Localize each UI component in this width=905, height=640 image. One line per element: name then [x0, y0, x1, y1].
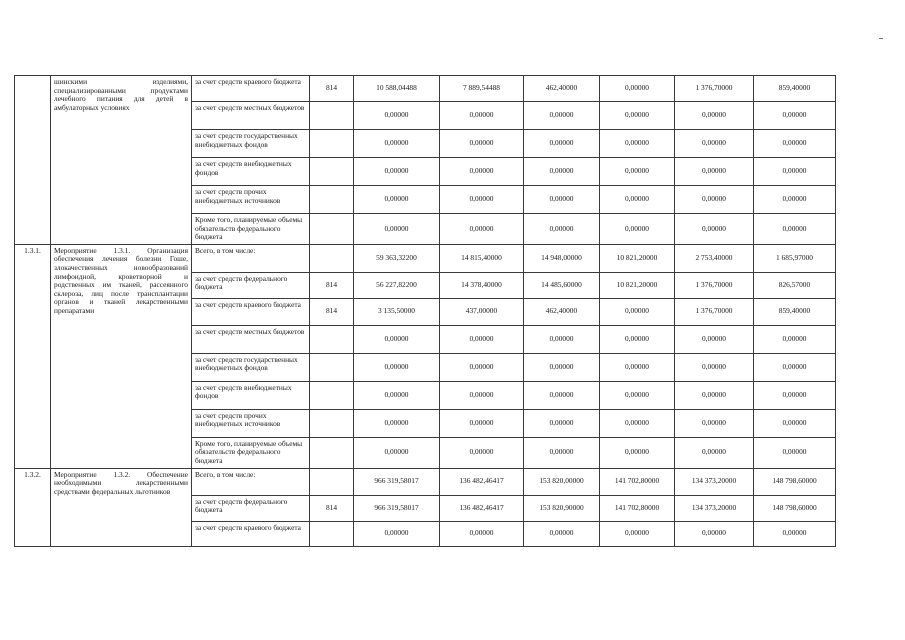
amount-year-1: 0,00000 [440, 186, 524, 214]
amount-year-5: 826,57000 [754, 272, 836, 298]
amount-year-1: 437,00000 [440, 298, 524, 325]
amount-year-3: 0,00000 [600, 158, 675, 186]
amount-year-3: 0,00000 [600, 214, 675, 245]
amount-year-5: 0,00000 [754, 186, 836, 214]
amount-year-1: 0,00000 [440, 130, 524, 158]
amount-year-2: 0,00000 [524, 214, 600, 245]
funding-source: за счет средств местных бюджетов [192, 102, 310, 130]
amount-year-5: 1 685,97000 [754, 244, 836, 272]
amount-year-2: 0,00000 [524, 325, 600, 353]
amount-year-2: 14 485,60000 [524, 272, 600, 298]
amount-year-5: 0,00000 [754, 409, 836, 437]
department-code [310, 186, 354, 214]
amount-year-2: 0,00000 [524, 437, 600, 468]
amount-year-4: 0,00000 [675, 353, 754, 381]
amount-year-1: 14 378,40000 [440, 272, 524, 298]
amount-year-2: 0,00000 [524, 102, 600, 130]
amount-year-3: 0,00000 [600, 325, 675, 353]
amount-year-4: 0,00000 [675, 158, 754, 186]
amount-year-3: 10 821,20000 [600, 244, 675, 272]
department-code: 814 [310, 298, 354, 325]
amount-year-1: 0,00000 [440, 353, 524, 381]
table-row [15, 468, 836, 495]
funding-source: за счет средств прочих внебюджетных источников [192, 186, 310, 214]
department-code: 814 [310, 272, 354, 298]
amount-total: 10 588,04488 [354, 76, 440, 102]
funding-source: Кроме того, планируемые объемы обязательств федерального бюджета [192, 437, 310, 468]
department-code: 814 [310, 495, 354, 521]
funding-source: за счет средств краевого бюджета [192, 76, 310, 102]
amount-year-2: 0,00000 [524, 409, 600, 437]
scan-mark [879, 38, 883, 39]
amount-year-3: 0,00000 [600, 186, 675, 214]
amount-year-2: 0,00000 [524, 381, 600, 409]
budget-table-body [15, 76, 836, 547]
amount-year-2: 0,00000 [524, 130, 600, 158]
amount-year-5: 0,00000 [754, 381, 836, 409]
table-row [15, 76, 836, 102]
amount-total: 59 363,32200 [354, 244, 440, 272]
amount-year-1: 0,00000 [440, 381, 524, 409]
department-code [310, 214, 354, 245]
item-number: 1.3.1. [15, 244, 51, 468]
amount-year-4: 1 376,70000 [675, 76, 754, 102]
department-code [310, 468, 354, 495]
amount-total: 0,00000 [354, 521, 440, 546]
amount-total: 0,00000 [354, 102, 440, 130]
amount-year-4: 2 753,40000 [675, 244, 754, 272]
amount-year-2: 462,40000 [524, 298, 600, 325]
department-code [310, 521, 354, 546]
amount-year-3: 0,00000 [600, 130, 675, 158]
amount-year-5: 859,40000 [754, 76, 836, 102]
amount-year-5: 0,00000 [754, 437, 836, 468]
amount-year-4: 0,00000 [675, 325, 754, 353]
funding-source: Всего, в том числе: [192, 468, 310, 495]
measure-description: Мероприятие 1.3.2. Обеспечение необходимыми лекарственными средствами федеральных льготников [51, 468, 192, 546]
department-code [310, 381, 354, 409]
amount-year-2: 0,00000 [524, 353, 600, 381]
department-code [310, 130, 354, 158]
amount-year-3: 141 702,80000 [600, 468, 675, 495]
amount-total: 3 135,50000 [354, 298, 440, 325]
funding-source: за счет средств краевого бюджета [192, 521, 310, 546]
amount-year-2: 0,00000 [524, 521, 600, 546]
amount-year-2: 153 820,00000 [524, 468, 600, 495]
item-number [15, 76, 51, 245]
amount-year-5: 0,00000 [754, 130, 836, 158]
department-code [310, 102, 354, 130]
department-code: 814 [310, 76, 354, 102]
amount-year-1: 7 889,54488 [440, 76, 524, 102]
amount-year-4: 0,00000 [675, 409, 754, 437]
funding-source: Кроме того, планируемые объемы обязательств федерального бюджета [192, 214, 310, 245]
amount-year-1: 0,00000 [440, 214, 524, 245]
amount-total: 0,00000 [354, 130, 440, 158]
department-code [310, 158, 354, 186]
amount-year-3: 0,00000 [600, 437, 675, 468]
amount-total: 0,00000 [354, 353, 440, 381]
amount-year-5: 148 798,60000 [754, 495, 836, 521]
amount-year-5: 0,00000 [754, 102, 836, 130]
funding-source: за счет средств федерального бюджета [192, 272, 310, 298]
amount-year-2: 0,00000 [524, 158, 600, 186]
amount-year-2: 0,00000 [524, 186, 600, 214]
amount-total: 966 319,58017 [354, 468, 440, 495]
amount-year-3: 0,00000 [600, 102, 675, 130]
department-code [310, 409, 354, 437]
department-code [310, 353, 354, 381]
funding-source: за счет средств прочих внебюджетных источников [192, 409, 310, 437]
amount-year-4: 0,00000 [675, 130, 754, 158]
amount-year-4: 1 376,70000 [675, 272, 754, 298]
amount-year-3: 0,00000 [600, 298, 675, 325]
funding-source: за счет средств государственных внебюджетных фондов [192, 353, 310, 381]
amount-total: 0,00000 [354, 437, 440, 468]
amount-year-5: 0,00000 [754, 521, 836, 546]
amount-year-3: 0,00000 [600, 76, 675, 102]
amount-year-1: 0,00000 [440, 102, 524, 130]
funding-source: за счет средств внебюджетных фондов [192, 381, 310, 409]
amount-year-5: 0,00000 [754, 158, 836, 186]
amount-year-1: 14 815,40000 [440, 244, 524, 272]
amount-year-1: 0,00000 [440, 158, 524, 186]
item-number: 1.3.2. [15, 468, 51, 546]
amount-total: 0,00000 [354, 409, 440, 437]
amount-year-4: 0,00000 [675, 521, 754, 546]
amount-year-4: 134 373,20000 [675, 468, 754, 495]
amount-year-5: 859,40000 [754, 298, 836, 325]
department-code [310, 325, 354, 353]
amount-year-4: 1 376,70000 [675, 298, 754, 325]
amount-year-4: 0,00000 [675, 102, 754, 130]
funding-source: за счет средств внебюджетных фондов [192, 158, 310, 186]
amount-year-3: 0,00000 [600, 381, 675, 409]
amount-year-2: 153 820,90000 [524, 495, 600, 521]
amount-year-1: 0,00000 [440, 437, 524, 468]
amount-year-1: 0,00000 [440, 325, 524, 353]
department-code [310, 437, 354, 468]
amount-total: 0,00000 [354, 214, 440, 245]
funding-source: Всего, в том числе: [192, 244, 310, 272]
funding-source: за счет средств краевого бюджета [192, 298, 310, 325]
funding-source: за счет средств местных бюджетов [192, 325, 310, 353]
table-row [15, 244, 836, 272]
amount-total: 56 227,82200 [354, 272, 440, 298]
amount-year-4: 0,00000 [675, 214, 754, 245]
amount-year-4: 0,00000 [675, 381, 754, 409]
measure-description: шинскими изделиями, специализированными продуктами лечебного питания для детей в амбулаторных условиях [51, 76, 192, 245]
amount-year-5: 0,00000 [754, 325, 836, 353]
amount-year-3: 0,00000 [600, 521, 675, 546]
amount-year-2: 462,40000 [524, 76, 600, 102]
amount-total: 966 319,58017 [354, 495, 440, 521]
amount-year-5: 0,00000 [754, 353, 836, 381]
amount-year-4: 134 373,20000 [675, 495, 754, 521]
budget-table-sheet [14, 75, 836, 547]
amount-year-1: 136 482,46417 [440, 495, 524, 521]
amount-year-3: 0,00000 [600, 409, 675, 437]
amount-total: 0,00000 [354, 325, 440, 353]
measure-description: Мероприятие 1.3.1. Организация обеспечения лечения болезни Гоше, злокачественных новообразований лимфоидной, кроветворной и родственных им тканей, рассеянного склероза, лиц после трансплантации органов и тканей лекарственными препаратами [51, 244, 192, 468]
amount-total: 0,00000 [354, 381, 440, 409]
amount-year-3: 10 821,20000 [600, 272, 675, 298]
funding-source: за счет средств государственных внебюджетных фондов [192, 130, 310, 158]
department-code [310, 244, 354, 272]
amount-year-1: 0,00000 [440, 409, 524, 437]
amount-year-1: 0,00000 [440, 521, 524, 546]
amount-total: 0,00000 [354, 186, 440, 214]
budget-table [14, 75, 836, 547]
amount-year-3: 141 702,80000 [600, 495, 675, 521]
funding-source: за счет средств федерального бюджета [192, 495, 310, 521]
amount-year-2: 14 948,00000 [524, 244, 600, 272]
amount-year-3: 0,00000 [600, 353, 675, 381]
amount-year-1: 136 482,46417 [440, 468, 524, 495]
amount-year-5: 0,00000 [754, 214, 836, 245]
amount-year-4: 0,00000 [675, 437, 754, 468]
amount-total: 0,00000 [354, 158, 440, 186]
amount-year-4: 0,00000 [675, 186, 754, 214]
amount-year-5: 148 798,60000 [754, 468, 836, 495]
